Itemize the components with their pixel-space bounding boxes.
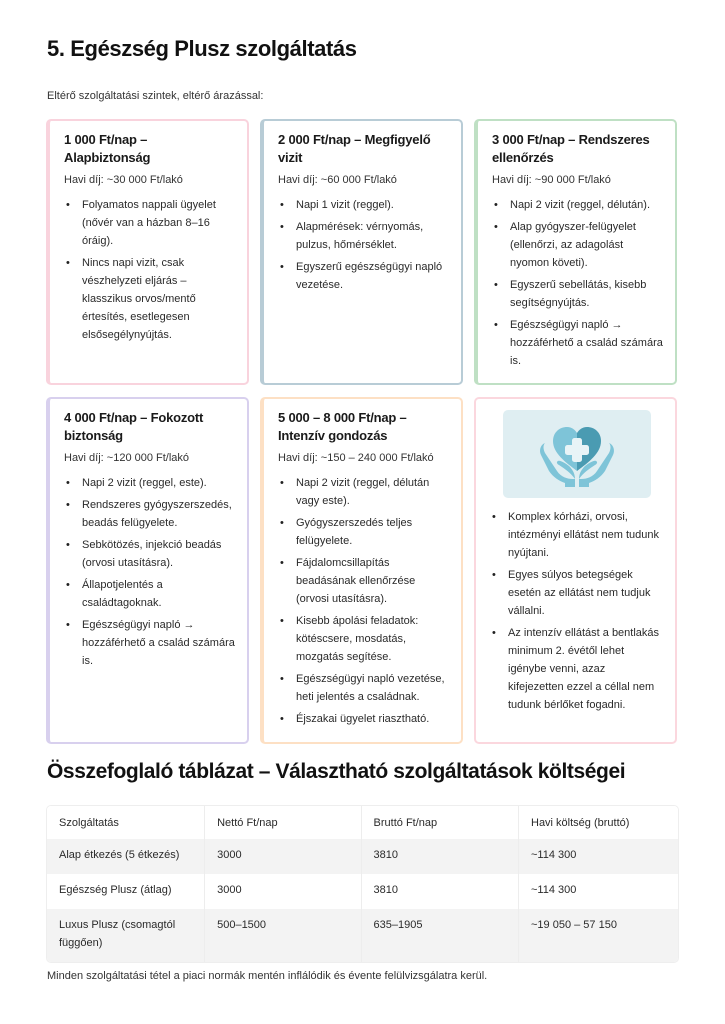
table-header-row	[47, 806, 678, 839]
tier-fee: Havi díj: ~60 000 Ft/lakó	[278, 174, 397, 186]
tier-title: 2 000 Ft/nap – Megfigyelő vizit	[278, 132, 431, 165]
table-cell: Luxus Plusz (csomagtól függően)	[47, 909, 205, 962]
heart-hands-medical-icon	[535, 419, 619, 489]
table-cell: Alap étkezés (5 étkezés)	[47, 839, 205, 874]
tier-feature: • Napi 1 vizit (reggel).	[278, 196, 449, 214]
tier-feature: • Egészségügyi napló → hozzáférhető a család számára is.	[64, 616, 235, 670]
tier-card-alapbiztonsag	[46, 119, 249, 385]
tier-feature: • Fájdalomcsillapítás beadásának ellenőrzése (orvosi utasításra).	[278, 554, 449, 608]
tier-feature: • Sebkötözés, injekció beadás (orvosi utasításra).	[64, 536, 235, 572]
illustration	[503, 410, 651, 498]
tier-title: 1 000 Ft/nap – Alapbiztonság	[64, 132, 151, 165]
table-cell: 3810	[361, 874, 518, 909]
tier-feature-list	[278, 474, 449, 728]
tier-title: 4 000 Ft/nap – Fokozott biztonság	[64, 410, 204, 443]
limitation-item: • Komplex kórházi, orvosi, intézményi ellátást nem tudunk nyújtani.	[490, 508, 663, 562]
tier-feature-list	[278, 196, 449, 294]
tier-feature: • Egészségügyi napló vezetése, heti jelentés a családnak.	[278, 670, 449, 706]
footnote: Minden szolgáltatási tétel a piaci normák mentén inflálódik és évente felülvizsgálatra kerül.	[47, 970, 488, 982]
section-title: 5. Egészség Plusz szolgáltatás	[47, 36, 357, 61]
table-cell: 3000	[205, 839, 361, 874]
tier-feature-list	[492, 196, 663, 370]
table-cell: 3000	[205, 874, 361, 909]
tier-fee: Havi díj: ~90 000 Ft/lakó	[492, 174, 611, 186]
table-cell: 3810	[361, 839, 518, 874]
tier-feature: • Kisebb ápolási feladatok: kötéscsere, mosdatás, mozgatás segítése.	[278, 612, 449, 666]
tier-feature: • Rendszeres gyógyszerszedés, beadás felügyelete.	[64, 496, 235, 532]
tier-card-rendszeres-ellenorzes	[474, 119, 677, 385]
limitations-list	[490, 508, 663, 714]
limitation-item: • Az intenzív ellátást a bentlakás minimum 2. évétől lehet igénybe venni, azaz kifejezetten ezzel a céllal nem tudunk bérlőket fogadni.	[490, 624, 663, 714]
table-cell: ~114 300	[519, 839, 679, 874]
table-cell: Egészség Plusz (átlag)	[59, 884, 172, 896]
column-header: Havi költség (bruttó)	[519, 806, 679, 839]
column-header: Bruttó Ft/nap	[361, 806, 518, 839]
table-row	[47, 909, 678, 962]
tier-card-megfigyelo-vizit	[260, 119, 463, 385]
table-cell: 635–1905	[361, 909, 518, 962]
table-cell: 500–1500	[205, 909, 361, 962]
table-row	[47, 874, 678, 909]
tier-fee: Havi díj: ~120 000 Ft/lakó	[64, 452, 190, 464]
tier-feature: • Alap gyógyszer-felügyelet (ellenőrzi, az adagolást nyomon követi).	[492, 218, 663, 272]
tier-feature: • Egyszerű egészségügyi napló vezetése.	[278, 258, 449, 294]
tier-feature: • Folyamatos nappali ügyelet (nővér van a házban 8–16 óráig).	[64, 196, 235, 250]
column-header: Szolgáltatás	[47, 806, 205, 839]
tier-feature: • Állapotjelentés a családtagoknak.	[64, 576, 235, 612]
summary-table	[46, 805, 679, 963]
tier-fee: Havi díj: ~30 000 Ft/lakó	[64, 174, 183, 186]
summary-title: Összefoglaló táblázat – Választható szolgáltatások költségei	[47, 760, 626, 783]
service-tier-grid	[46, 119, 679, 744]
tier-feature: • Napi 2 vizit (reggel, délután vagy este).	[278, 474, 449, 510]
tier-feature: • Egyszerű sebellátás, kisebb segítségnyújtás.	[492, 276, 663, 312]
tier-feature: • Éjszakai ügyelet riasztható.	[278, 710, 449, 728]
table-row	[47, 839, 678, 874]
tier-card-fokozott-biztonsag	[46, 397, 249, 744]
tier-feature: • Gyógyszerszedés teljes felügyelete.	[278, 514, 449, 550]
column-header: Nettó Ft/nap	[205, 806, 361, 839]
tier-title: 3 000 Ft/nap – Rendszeres ellenőrzés	[492, 132, 650, 165]
tier-feature: • Alapmérések: vérnyomás, pulzus, hőmérséklet.	[278, 218, 449, 254]
tier-card-intenziv-gondozas	[260, 397, 463, 744]
tier-feature-list	[64, 196, 235, 344]
tier-feature: • Napi 2 vizit (reggel, délután).	[492, 196, 663, 214]
tier-feature: • Nincs napi vizit, csak vészhelyzeti eljárás – klasszikus orvos/mentő értesítés, esetlegesen elsősegélynyújtás.	[64, 254, 235, 344]
tier-title: 5 000 – 8 000 Ft/nap – Intenzív gondozás	[278, 410, 407, 443]
tier-feature: • Egészségügyi napló → hozzáférhető a család számára is.	[492, 316, 663, 370]
table-cell: ~114 300	[519, 874, 679, 909]
tier-feature: • Napi 2 vizit (reggel, este).	[64, 474, 235, 492]
limitations-card	[474, 397, 677, 744]
tier-fee: Havi díj: ~150 – 240 000 Ft/lakó	[278, 452, 434, 464]
limitation-item: • Egyes súlyos betegségek esetén az ellátást nem tudjuk vállalni.	[490, 566, 663, 620]
table-cell: ~19 050 – 57 150	[519, 909, 679, 962]
section-intro: Eltérő szolgáltatási szintek, eltérő árazással:	[47, 90, 264, 102]
tier-feature-list	[64, 474, 235, 670]
